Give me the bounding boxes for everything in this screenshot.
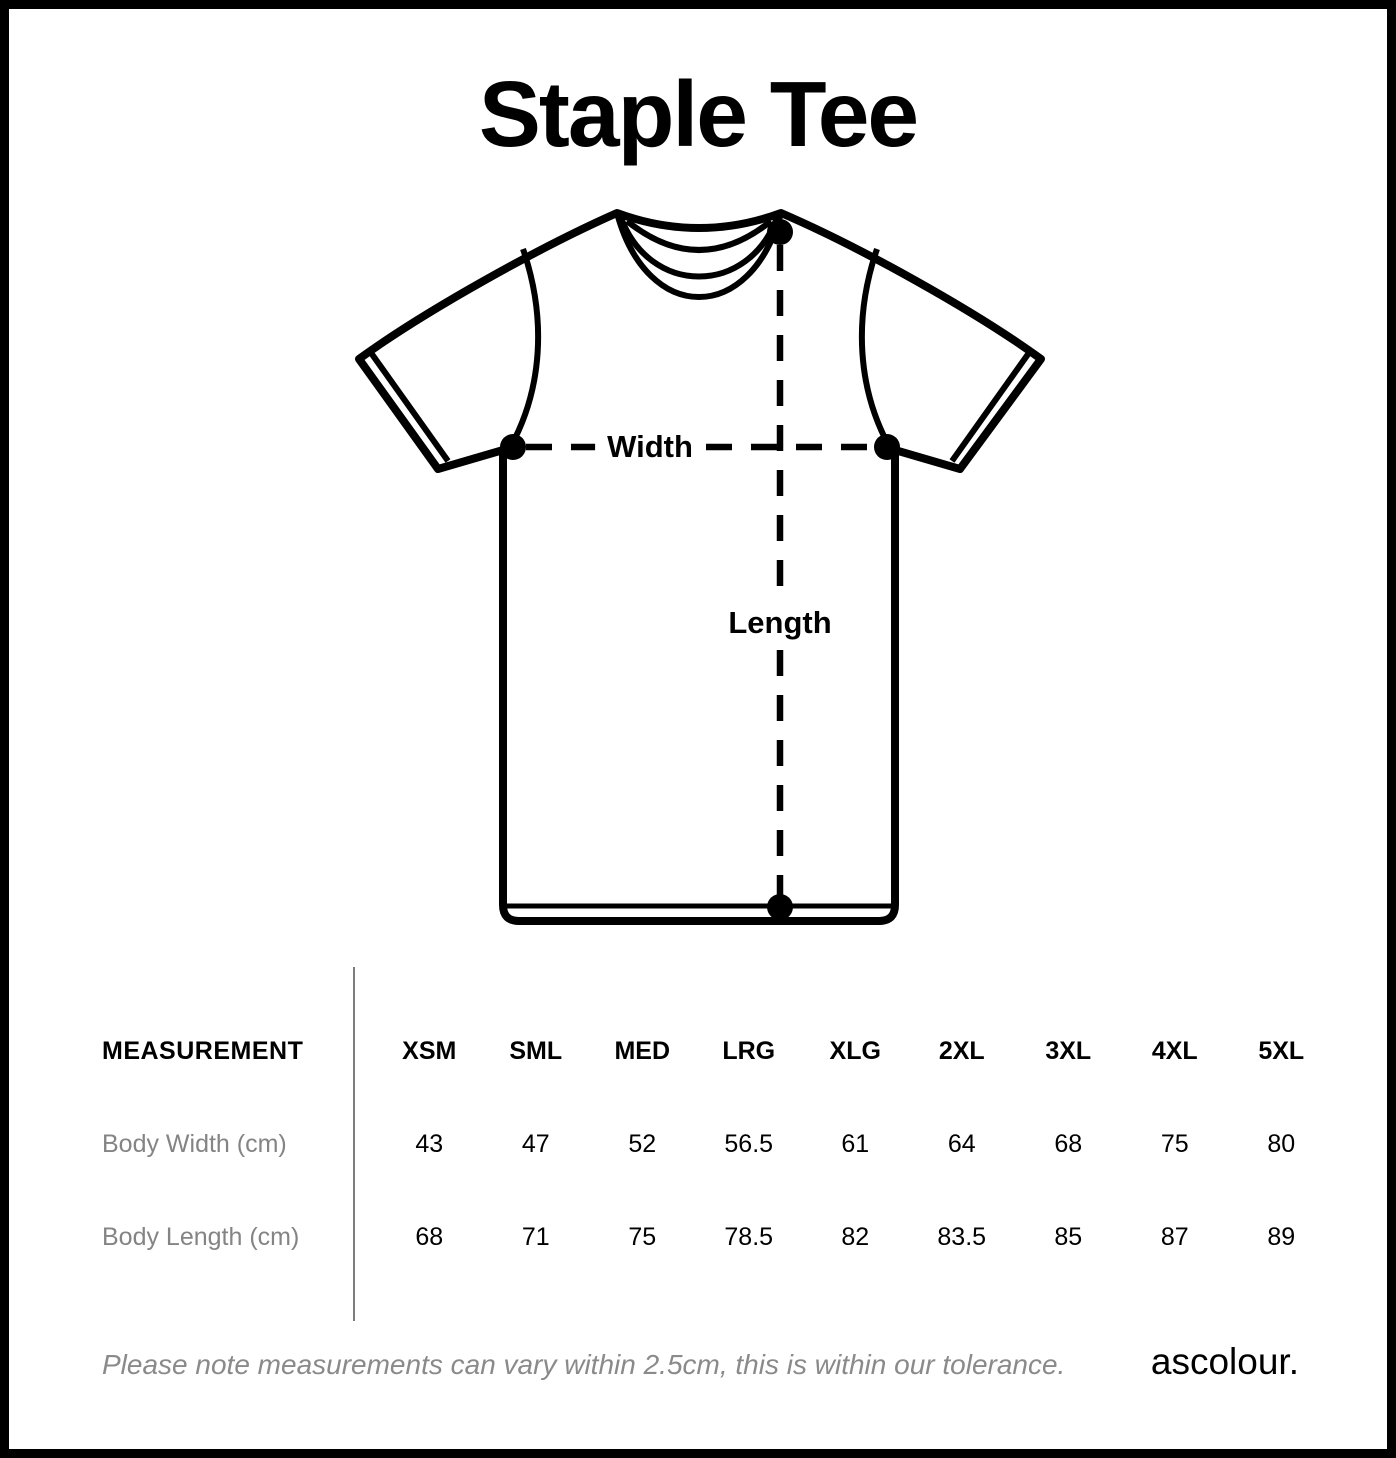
hem-anchor-dot	[767, 894, 793, 920]
width-dimension-label: Width	[595, 427, 705, 467]
body-width-row	[9, 1126, 1349, 1162]
body-length-5xl: 89	[1267, 1223, 1296, 1251]
size-header-lrg: LRG	[722, 1037, 776, 1065]
page-title: Staple Tee	[478, 62, 918, 166]
size-header-3xl: 3XL	[1045, 1037, 1092, 1065]
measurement-header-cell: MEASUREMENT	[102, 1037, 304, 1065]
shoulder-anchor-dot	[767, 219, 793, 245]
body-length-med: 75	[628, 1223, 657, 1251]
body-length-2xl: 83.5	[937, 1223, 987, 1251]
body-width-xlg: 61	[841, 1130, 870, 1158]
size-header-med: MED	[614, 1037, 671, 1065]
body-width-xsm: 43	[415, 1130, 444, 1158]
size-header-xlg: XLG	[829, 1037, 881, 1065]
brand-wordmark: ascolour.	[1150, 1341, 1299, 1382]
body-length-xlg: 82	[841, 1223, 870, 1251]
body-length-row	[9, 1219, 1349, 1255]
size-header-sml: SML	[509, 1037, 563, 1065]
body-length-xsm: 68	[415, 1223, 444, 1251]
body-width-sml: 47	[521, 1130, 550, 1158]
row-label-body-length: Body Length (cm)	[102, 1223, 300, 1251]
body-width-med: 52	[628, 1130, 657, 1158]
body-width-2xl: 64	[947, 1130, 976, 1158]
body-width-5xl: 80	[1267, 1130, 1296, 1158]
tolerance-note: Please note measurements can vary within 2.5cm, this is within our tolerance.	[102, 1349, 1066, 1380]
body-width-4xl: 75	[1160, 1130, 1189, 1158]
size-header-4xl: 4XL	[1151, 1037, 1198, 1065]
size-table-header-row	[9, 1033, 1349, 1069]
size-header-xsm: XSM	[402, 1037, 457, 1065]
length-dimension-label: Length	[716, 603, 843, 643]
row-label-body-width: Body Width (cm)	[102, 1130, 287, 1158]
tee-body-outline	[359, 213, 1041, 921]
size-header-2xl: 2XL	[938, 1037, 985, 1065]
tee-measurement-diagram	[340, 199, 1060, 939]
size-header-5xl: 5XL	[1258, 1037, 1305, 1065]
body-length-sml: 71	[521, 1223, 550, 1251]
body-length-lrg: 78.5	[724, 1223, 774, 1251]
body-width-3xl: 68	[1054, 1130, 1083, 1158]
body-width-lrg: 56.5	[724, 1130, 774, 1158]
body-length-3xl: 85	[1054, 1223, 1083, 1251]
right-armpit-anchor-dot	[874, 434, 900, 460]
body-length-4xl: 87	[1160, 1223, 1189, 1251]
tee-outline-drawing	[340, 199, 1060, 939]
left-armpit-anchor-dot	[500, 434, 526, 460]
